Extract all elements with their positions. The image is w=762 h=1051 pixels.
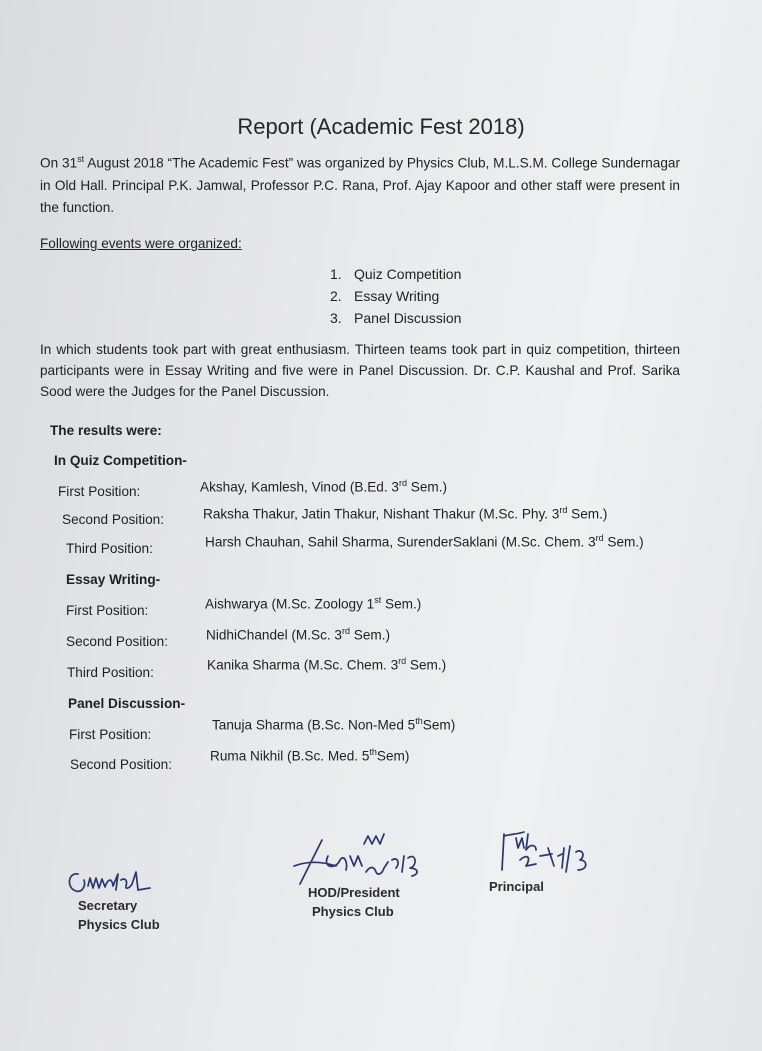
panel-second-winner: Ruma Nikhil (B.Sc. Med. 5thSem) (210, 747, 410, 764)
essay-second-winner: NidhiChandel (M.Sc. 3rd Sem.) (206, 626, 391, 643)
participation-paragraph: In which students took part with great enthusiasm. Thirteen teams took part in quiz competition, thirteen participants were in Essay Writing and five were in Panel Discussion. Dr. C.P. Kaushal and Prof. Sarika Sood were the Judges for the Panel Discussion. (40, 342, 680, 399)
events-heading: Following events were organized: (40, 236, 242, 251)
intro-date-suffix: st (77, 154, 85, 164)
principal-signature (496, 826, 616, 876)
quiz-heading: In Quiz Competition- (54, 453, 187, 468)
panel-heading: Panel Discussion- (68, 696, 186, 711)
quiz-first-label: First Position: (58, 484, 141, 499)
intro-text-start: On 31 (40, 155, 78, 171)
hod-signature (292, 826, 442, 890)
list-item: 2. Essay Writing (330, 288, 440, 304)
secretary-title: Secretary Physics Club (78, 898, 160, 932)
intro-text-rest: August 2018 “The Academic Fest” was organized by Physics Club, M.L.S.M. College Sundernagar in Old Hall. Principal P.K. Jamwal, Professor P.C. Rana, Prof. Ajay Kapoor and other staff were present in the function. (40, 155, 680, 215)
panel-first-label: First Position: (69, 727, 152, 742)
list-item: 1. Quiz Competition (330, 266, 462, 282)
quiz-third-label: Third Position: (66, 541, 153, 556)
events-list (330, 263, 461, 329)
page-title: Report (Academic Fest 2018) (237, 114, 525, 139)
quiz-third-winners: Harsh Chauhan, Sahil Sharma, SurenderSaklani (M.Sc. Chem. 3rd Sem.) (205, 533, 644, 550)
essay-third-label: Third Position: (67, 665, 154, 680)
principal-title: Principal (489, 879, 544, 894)
list-item: 3. Panel Discussion (330, 310, 462, 326)
essay-heading: Essay Writing- (66, 572, 161, 587)
panel-second-label: Second Position: (70, 757, 173, 772)
results-heading: The results were: (50, 423, 162, 438)
quiz-second-label: Second Position: (62, 512, 165, 527)
essay-second-label: Second Position: (66, 634, 169, 649)
secretary-signature (66, 866, 156, 900)
essay-first-label: First Position: (66, 603, 149, 618)
hod-title: HOD/President Physics Club (308, 885, 400, 919)
panel-first-winner: Tanuja Sharma (B.Sc. Non-Med 5thSem) (212, 716, 456, 733)
essay-first-winner: Aishwarya (M.Sc. Zoology 1st Sem.) (205, 595, 422, 612)
quiz-second-winners: Raksha Thakur, Jatin Thakur, Nishant Thakur (M.Sc. Phy. 3rd Sem.) (203, 505, 608, 522)
essay-third-winner: Kanika Sharma (M.Sc. Chem. 3rd Sem.) (207, 656, 447, 673)
intro-paragraph (40, 148, 680, 219)
quiz-first-winners: Akshay, Kamlesh, Vinod (B.Ed. 3rd Sem.) (200, 478, 448, 495)
